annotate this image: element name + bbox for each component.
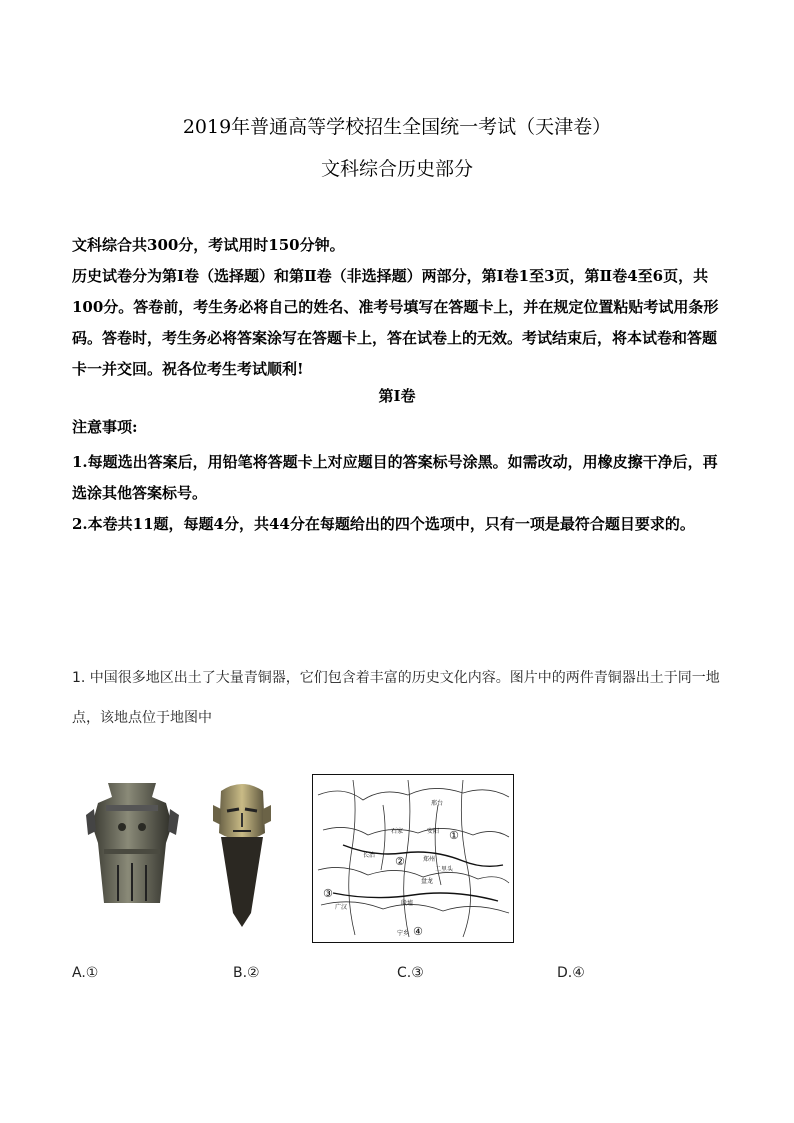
bronze-mask-image [205, 775, 280, 930]
option-c[interactable]: C.③ [397, 965, 424, 981]
map-city-label: 安阳 [427, 828, 440, 835]
question-1-stem: 1. 中国很多地区出土了大量青铜器，它们包含着丰富的历史文化内容。图片中的两件青铜器出土于同一地点，该地点位于地图中 [72, 670, 720, 726]
map-city-label: 郑州 [423, 856, 436, 863]
map-marker-1: ① [449, 829, 459, 842]
map-city-label: 宁乡 [397, 930, 410, 937]
intro-line-1: 文科综合共300分，考试用时150分钟。 [72, 236, 345, 254]
bronze-vessel-image [80, 775, 185, 915]
map-marker-3: ③ [323, 887, 333, 900]
notice-item-1: 1.每题选出答案后，用铅笔将答题卡上对应题目的答案标号涂黑。如需改动，用橡皮擦干净后，再选涂其他答案标号。 [72, 453, 718, 502]
map-city-label: 长治 [363, 852, 376, 859]
map-city-label: 石家 [391, 828, 404, 835]
option-a[interactable]: A.① [72, 965, 99, 981]
option-b[interactable]: B.② [233, 965, 260, 981]
map-city-label: 邢台 [431, 800, 444, 807]
intro-line-2: 历史试卷分为第Ⅰ卷（选择题）和第Ⅱ卷（非选择题）两部分，第Ⅰ卷1至3页，第Ⅱ卷4至6页，共100分。答卷前，考生务必将自己的姓名、准考号填写在答题卡上，并在规定位置粘贴考试用条形码。答卷时，考生务必将答案涂写在答题卡上，答在试卷上的无效。考试结束后，将本试卷和答题卡一并交回。祝各位考生考试顺利! [72, 267, 719, 378]
page-subtitle: 文科综合历史部分 [320, 158, 473, 180]
volume-heading: 第Ⅰ卷 [378, 387, 416, 405]
option-d[interactable]: D.④ [557, 965, 585, 981]
notice-title: 注意事项: [72, 418, 138, 436]
map-marker-2: ② [395, 855, 405, 868]
map-city-label: 殷墟 [401, 900, 414, 907]
map-city-label: 盘龙 [421, 878, 434, 885]
map-city-label: 二里头 [435, 866, 454, 873]
map-marker-4: ④ [413, 925, 423, 938]
map-figure [312, 774, 514, 943]
notice-item-2: 2.本卷共11题，每题4分，共44分在每题给出的四个选项中，只有一项是最符合题目要求的。 [72, 515, 695, 533]
map-city-label: 广汉 [335, 904, 348, 911]
page-title: 2019年普通高等学校招生全国统一考试（天津卷） [182, 116, 612, 138]
